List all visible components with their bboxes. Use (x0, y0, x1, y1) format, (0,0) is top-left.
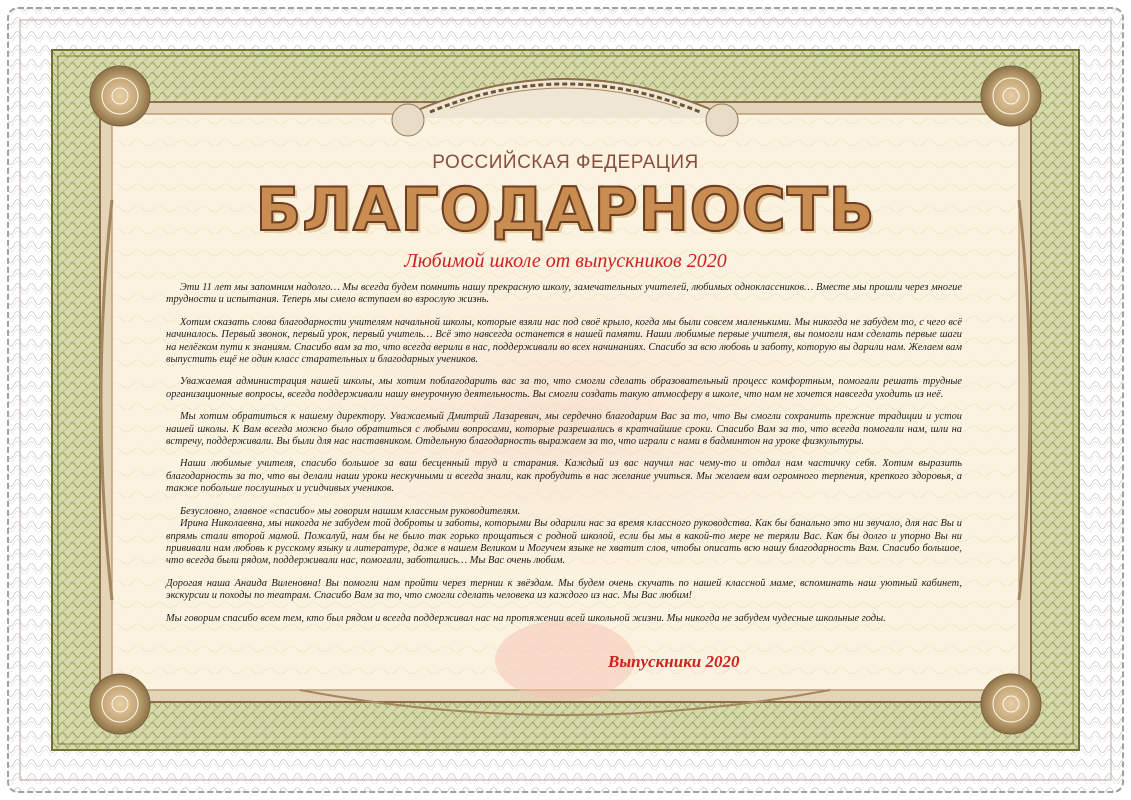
certificate-subtitle: Любимой школе от выпускников 2020 (404, 250, 727, 272)
signature: Выпускники 2020 (608, 652, 740, 671)
paragraph-teachers: Наши любимые учителя, спасибо большое за ваш бесценный труд и старания. Каждый из вас научил нас чему-то и отдал нам частичку себя. Хотим выразить благодарность за то, что вы делали наши уроки нескучными и всегда знали, как пробудить в нас желание учиться. Мы желаем вам огромного терпения, крепкого здоровья, а также побольше послушных и усидчивых учеников. (166, 458, 962, 495)
paragraph-anaida: Дорогая наша Анаида Виленовна! Вы помогли нам пройти через тернии к звёздам. Мы будем очень скучать по нашей классной маме, вспоминать наш уютный кабинет, экскурсии и походы по театрам. Спасибо Вам за то, что смогли сделать человека из каждого из нас. Мы Вас любим! (166, 577, 962, 602)
certificate-title: БЛАГОДАРНОСТЬ (255, 175, 876, 245)
paragraph-director: Мы хотим обратиться к нашему директору. Уважаемый Дмитрий Лазаревич, мы сердечно благодарим Вас за то, что Вы смогли сохранить прежние традиции и устои нашей школы. К Вам всегда можно было обратиться с любыми вопросами, которые разрешались в кратчайшие сроки. Спасибо Вам за то, что всегда помогали нам, шли на встречу, поддерживали. Вы были для нас наставником. Отдельную благодарность выражаем за то, что играли с нами в бадминтон на уроке физкультуры. (166, 411, 962, 448)
country-heading: РОССИЙСКАЯ ФЕДЕРАЦИЯ (432, 152, 699, 173)
paragraph-class-leaders: Безусловно, главное «спасибо» мы говорим нашим классным руководителям. (180, 505, 521, 517)
paragraph-intro: Эти 11 лет мы запомним надолго… Мы всегда будем помнить нашу прекрасную школу, замечательных учителей, любимых одноклассников… Вместе мы прошли через многие трудности и испытания. Теперь мы смело вступаем во взрослую жизнь. (166, 282, 962, 306)
paragraph-administration: Уважаемая администрация нашей школы, мы хотим поблагодарить вас за то, что смогли сделать образовательный процесс комфортным, помогали решать трудные организационные вопросы, всегда поддерживали нашу внеурочную деятельность. Вы смогли создать такую атмосферу в школе, что нам не хочется навсегда уходить из неё. (166, 376, 962, 400)
body-text (166, 282, 962, 635)
paragraph-irina: Ирина Николаевна, мы никогда не забудем той доброты и заботы, которыми Вы одарили нас за время классного руководства. Как бы банально это ни звучало, для нас Вы и впрямь стали второй мамой. Пожалуй, нам бы не было так горько прощаться с родной школой, если бы мы в какой-то мере не теряли Вас. Как бы долго и упорно Вы ни прививали нам любовь к русскому языку и литературе, даже в нашем Великом и Могучем языке не хватит слов, чтобы описать всю нашу благодарность Вам. Спасибо большое, что всегда были рядом, поддерживали нас, помогали, заботились… Мы Вас очень любим. (166, 518, 962, 567)
paragraph-primary-teachers: Хотим сказать слова благодарности учителям начальной школы, которые взяли нас под своё крыло, когда мы были совсем маленькими. Мы никогда не забудем то, с чего всё начиналось. Первый звонок, первый урок, первый учитель… Всё это навсегда останется в нашей памяти. Наши любимые первые учителя, вы помогли нам сделать первые шаги на нелёгком пути к знаниям. Спасибо вам за то, что всегда верили в нас, поддерживали во всех начинаниях. Спасибо за всю любовь и заботу, которую вы дарили нам. Желаем вам выпустить ещё не один класс старательных и благодарных учеников. (166, 316, 962, 366)
paragraph-closing: Мы говорим спасибо всем тем, кто был рядом и всегда поддерживал нас на протяжении всей школьной жизни. Мы никогда не забудем чудесные школьные годы. (166, 612, 886, 624)
